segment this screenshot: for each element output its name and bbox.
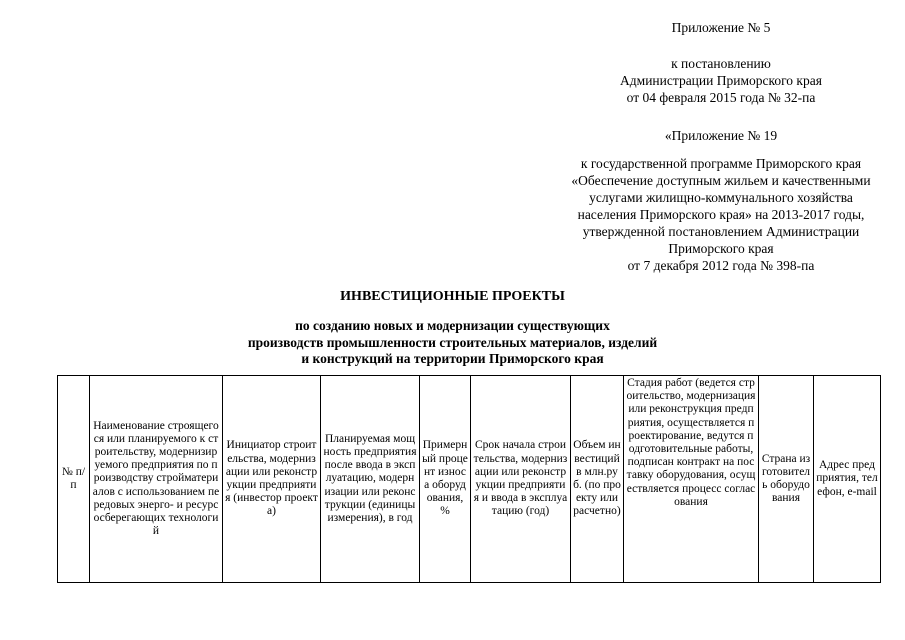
investment-projects-table <box>57 375 881 583</box>
document-subtitle <box>0 318 905 368</box>
decree-line: Администрации Приморского края <box>620 73 822 88</box>
program-reference <box>540 155 902 274</box>
decree-line: к постановлению <box>671 56 771 71</box>
column-header-capacity: Планируемая мощность предприятия после ввода в эксплуатацию, модернизации или реконструкции (единицы измерения), в год <box>321 376 420 583</box>
column-header-start-term: Срок начала строительства, модернизации или реконструкции предприятия и ввода в эксплуатацию (год) <box>471 376 571 583</box>
program-line: населения Приморского края» на 2013-2017 годы, <box>577 207 865 222</box>
column-header-work-stage: Стадия работ (ведется строительство, модернизация или реконструкция предприятия, осуществляется проектирование, ведутся подготовительные работы, подписан контракт на поставку оборудования, осуществляется процесс согласования <box>624 376 759 583</box>
column-header-enterprise-name: Наименование строящегося или планируемого к строительству, модернизируемого предприятия по производству стройматериалов с использованием передовых энерго- и ресурсосберегающих технологий <box>90 376 223 583</box>
program-line: услугами жилищно-коммунального хозяйства <box>589 190 853 205</box>
document-title: ИНВЕСТИЦИОННЫЕ ПРОЕКТЫ <box>340 289 565 304</box>
decree-reference <box>540 55 902 106</box>
subtitle-line: по созданию новых и модернизации существующих <box>295 318 610 333</box>
program-line: Приморского края <box>668 241 774 256</box>
program-line: от 7 декабря 2012 года № 398-па <box>627 258 815 273</box>
column-header-equipment-country: Страна изготовитель оборудования <box>759 376 814 583</box>
column-header-address: Адрес предприятия, телефон, e-mail <box>814 376 881 583</box>
table-header-row <box>58 376 881 583</box>
program-line: к государственной программе Приморского края <box>580 156 862 171</box>
program-line: «Обеспечение доступным жильем и качественными <box>571 173 871 188</box>
decree-line: от 04 февраля 2015 года № 32-па <box>626 90 816 105</box>
column-header-investment-volume: Объем инвестиций в млн.руб. (по проекту или расчетно) <box>571 376 624 583</box>
column-header-initiator: Инициатор строительства, модернизации или реконструкции предприятия (инвестор проекта) <box>223 376 321 583</box>
program-line: утвержденной постановлением Администрации <box>582 224 860 239</box>
appendix-19-label: «Приложение № 19 <box>664 128 778 143</box>
subtitle-line: производств промышленности строительных материалов, изделий <box>247 334 658 350</box>
appendix-5-label: Приложение № 5 <box>671 20 771 35</box>
subtitle-line: и конструкций на территории Приморского края <box>301 351 604 366</box>
column-header-wear-percent: Примерный процент износа оборудования, % <box>420 376 471 583</box>
column-header-number: № п/п <box>58 376 90 583</box>
